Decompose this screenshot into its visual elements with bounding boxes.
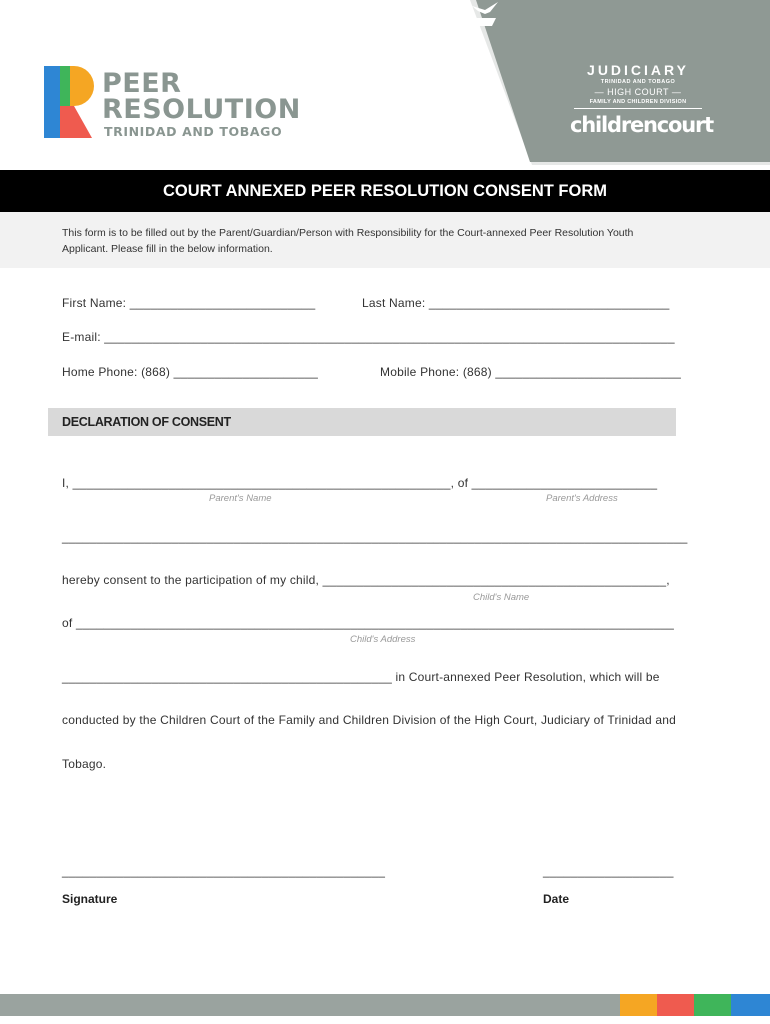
child-name-caption: Child's Name [473, 592, 530, 603]
home-phone-field[interactable]: Home Phone: (868) _____________________ [62, 365, 319, 379]
form-instructions [62, 225, 702, 257]
instructions-line-2: Applicant. Please fill in the below information. [62, 243, 273, 255]
child-address-line[interactable]: of _______________________________________________________________________________________ [62, 616, 674, 630]
parent-address-line-2[interactable]: ___________________________________________________________________________________________ [62, 530, 688, 544]
form-title: COURT ANNEXED PEER RESOLUTION CONSENT FORM [163, 182, 607, 200]
declaration-text-line-5[interactable]: ________________________________________________ in Court-annexed Peer Resolution, which will be [62, 670, 660, 684]
peer-resolution-mark-icon [44, 66, 96, 138]
mobile-phone-field[interactable]: Mobile Phone: (868) ___________________________ [380, 365, 681, 379]
child-address-caption: Child's Address [350, 634, 416, 645]
instructions-line-1: This form is to be filled out by the Parent/Guardian/Person with Responsibility for the Court-annexed Peer Resolution Youth [62, 227, 634, 239]
first-name-field[interactable]: First Name: ___________________________ [62, 296, 316, 310]
child-name-line[interactable]: hereby consent to the participation of my child, __________________________________________________, [62, 573, 670, 587]
last-name-field[interactable]: Last Name: ___________________________________ [362, 296, 670, 310]
form-title-bar [0, 170, 770, 212]
judiciary-crest-icon [470, 0, 500, 28]
footer-orange-segment [620, 994, 657, 1016]
logo-text-country: TRINIDAD AND TOBAGO [104, 124, 283, 139]
footer-red-segment [657, 994, 694, 1016]
family-division-label: FAMILY AND CHILDREN DIVISION [589, 99, 687, 105]
signature-line[interactable]: _______________________________________________ [62, 864, 386, 878]
judiciary-title: JUDICIARY [587, 62, 689, 78]
logo-text-peer: PEER [102, 68, 182, 99]
judiciary-subtitle: TRINIDAD AND TOBAGO [600, 79, 676, 85]
footer-blue-segment [731, 994, 770, 1016]
parent-name-caption: Parent's Name [209, 493, 272, 504]
date-label: Date [543, 892, 570, 906]
footer-color-bar [0, 994, 770, 1016]
childrencourt-logo: childrencourt [570, 113, 713, 137]
high-court-label: — HIGH COURT — [594, 87, 682, 97]
parent-name-address-line[interactable]: I, _______________________________________________________, of ___________________________ [62, 476, 658, 490]
banner-divider [574, 108, 702, 109]
declaration-text-line-6: conducted by the Children Court of the Family and Children Division of the High Court, Judiciary of Trinidad and [62, 713, 677, 727]
footer-gray-segment [0, 994, 620, 1016]
judiciary-banner [470, 0, 770, 165]
footer-green-segment [694, 994, 731, 1016]
declaration-heading: DECLARATION OF CONSENT [62, 415, 231, 429]
declaration-text-line-7: Tobago. [62, 757, 107, 771]
signature-label: Signature [62, 892, 118, 906]
parent-address-caption: Parent's Address [546, 493, 618, 504]
peer-resolution-logo [44, 66, 314, 142]
email-field[interactable]: E-mail: ___________________________________________________________________________________ [62, 330, 675, 344]
logo-text-resolution: RESOLUTION [102, 94, 301, 125]
date-line[interactable]: ___________________ [543, 864, 674, 878]
